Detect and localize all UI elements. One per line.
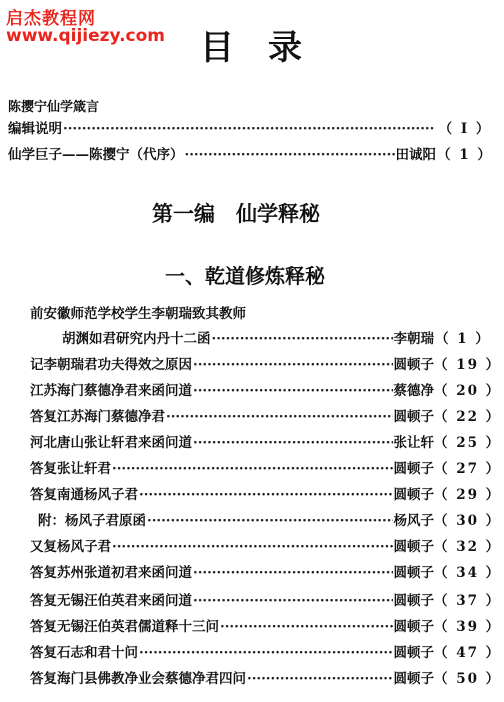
part-heading: 第一编 仙学释秘 [152, 202, 320, 226]
toc-title: 河北唐山张让轩君来函问道 [30, 435, 192, 451]
leader-dots [247, 668, 393, 690]
toc-title: 答复石志和君十问 [30, 645, 138, 661]
leader-dots [193, 354, 393, 376]
toc-row [30, 616, 502, 638]
toc-title: 答复海门县佛教净业会蔡德净君四问 [30, 671, 246, 687]
toc-title: 附：杨风子君原函 [38, 513, 146, 529]
watermark-site-name: 启杰教程网 [6, 9, 96, 29]
toc-author: 圆顿子 [393, 487, 434, 503]
toc-title: 答复南通杨风子君 [30, 487, 138, 503]
preface-title: 陈撄宁仙学箴言 [8, 100, 100, 115]
toc-page: （ 27 ） [434, 461, 502, 477]
toc-row [30, 642, 502, 664]
toc-row [38, 510, 502, 532]
page-title: 目录 [200, 28, 336, 68]
leader-dots [166, 406, 393, 428]
toc-author: 圆顿子 [393, 619, 434, 635]
toc-title: 答复无锡汪伯英君儒道释十三问 [30, 619, 219, 635]
toc-page: （ 1 ） [437, 147, 493, 163]
toc-page: （ 30 ） [434, 513, 502, 529]
toc-title: 答复张让轩君 [30, 461, 111, 477]
toc-author: 圆顿子 [393, 409, 434, 425]
watermark-url: www.qijiezy.com [6, 26, 166, 46]
toc-row [30, 432, 502, 454]
toc-title: 答复苏州张道初君来函问道 [30, 565, 192, 581]
entry-first-line: 前安徽师范学校学生李朝瑞致其教师 [30, 306, 246, 322]
leader-dots [185, 144, 395, 166]
toc-page: （ 1 ） [435, 331, 491, 347]
toc-row [30, 668, 502, 690]
toc-author: 圆顿子 [393, 565, 434, 581]
toc-author: 张让轩 [393, 435, 434, 451]
toc-author: 圆顿子 [393, 357, 434, 373]
toc-author: 田诚阳 [395, 147, 436, 163]
toc-page: （ 19 ） [434, 357, 502, 373]
toc-row [30, 590, 502, 612]
toc-row [30, 406, 502, 428]
toc-title: 江苏海门蔡德净君来函问道 [30, 383, 192, 399]
toc-row [30, 484, 502, 506]
section-heading: 一、乾道修炼释秘 [165, 264, 325, 288]
toc-page: （ 20 ） [434, 383, 502, 399]
leader-dots [212, 328, 393, 350]
toc-page: （ 50 ） [434, 671, 502, 687]
toc-author: 圆顿子 [393, 539, 434, 555]
leader-dots [147, 510, 393, 532]
leader-dots [112, 458, 393, 480]
toc-row [30, 380, 502, 402]
toc-author: 圆顿子 [393, 671, 434, 687]
toc-row [30, 458, 502, 480]
toc-title: 胡渊如君研究内丹十二函 [62, 331, 211, 347]
toc-author: 圆顿子 [393, 593, 434, 609]
toc-page: （ 29 ） [434, 487, 502, 503]
toc-author: 杨风子 [393, 513, 434, 529]
toc-row [30, 354, 502, 376]
leader-dots [220, 616, 393, 638]
toc-page: （ 37 ） [434, 593, 502, 609]
toc-row [30, 562, 502, 584]
leader-dots [63, 118, 435, 140]
leader-dots [193, 590, 393, 612]
toc-author: 圆顿子 [393, 461, 434, 477]
toc-page: （ I ） [438, 121, 492, 137]
toc-author: 蔡德净 [393, 383, 434, 399]
toc-page: （ 47 ） [434, 645, 502, 661]
toc-row [62, 328, 492, 350]
toc-row-foreword [8, 144, 494, 166]
toc-title: 答复无锡汪伯英君来函问道 [30, 593, 192, 609]
toc-page: （ 25 ） [434, 435, 502, 451]
toc-title: 记李朝瑞君功夫得效之原因 [30, 357, 192, 373]
leader-dots [112, 536, 393, 558]
leader-dots [193, 432, 393, 454]
toc-row-editorial-notes [8, 118, 494, 140]
toc-page: （ 32 ） [434, 539, 502, 555]
leader-dots [139, 484, 393, 506]
toc-title: 仙学巨子——陈撄宁（代序） [8, 147, 184, 163]
toc-title: 又复杨风子君 [30, 539, 111, 555]
toc-title: 编辑说明 [8, 121, 62, 137]
toc-author: 圆顿子 [393, 645, 434, 661]
leader-dots [193, 562, 393, 584]
toc-page: （ 34 ） [434, 565, 502, 581]
toc-page: （ 22 ） [434, 409, 502, 425]
toc-page: （ 39 ） [434, 619, 502, 635]
toc-author: 李朝瑞 [393, 331, 434, 347]
toc-row [30, 536, 502, 558]
toc-title: 答复江苏海门蔡德净君 [30, 409, 165, 425]
leader-dots [193, 380, 393, 402]
leader-dots [139, 642, 393, 664]
